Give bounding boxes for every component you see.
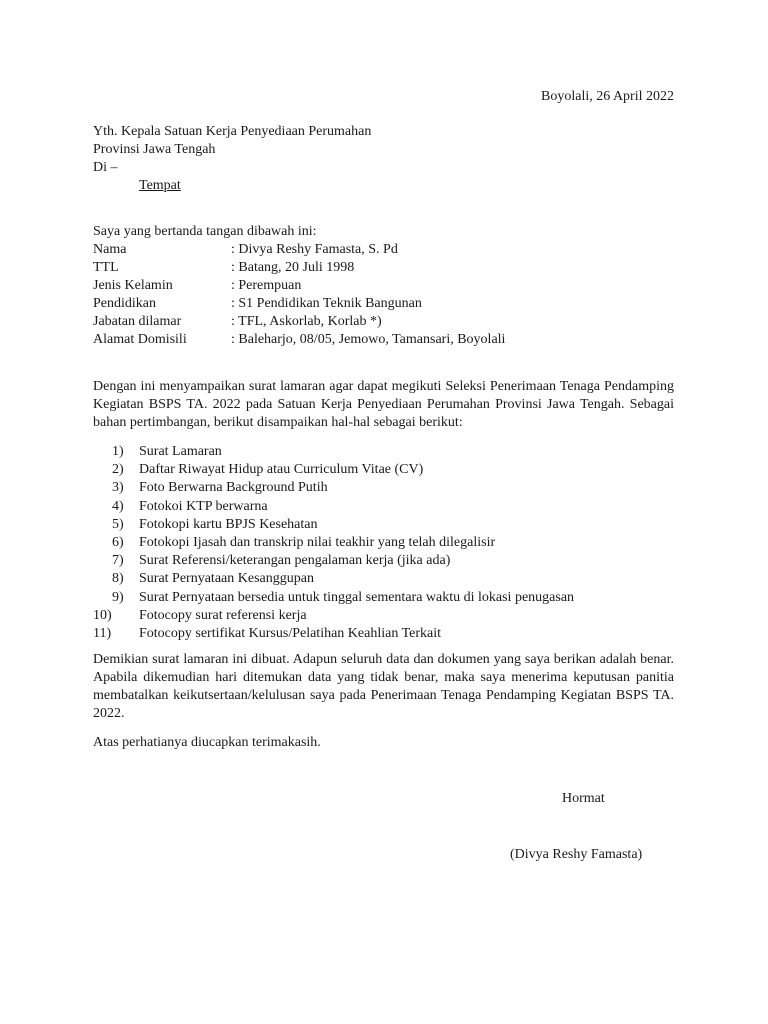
field-label: Jabatan dilamar <box>93 314 182 329</box>
list-text: Fotokopi kartu BPJS Kesehatan <box>139 516 318 532</box>
list-item <box>93 534 574 552</box>
list-item <box>93 589 574 607</box>
list-number: 2) <box>112 462 124 478</box>
place-date: Boyolali, 26 April 2022 <box>541 89 674 104</box>
list-text: Surat Pernyataan bersedia untuk tinggal sementara waktu di lokasi penugasan <box>139 589 575 605</box>
intro-text: Saya yang bertanda tangan dibawah ini: <box>93 224 317 239</box>
field-value: : S1 Pendidikan Teknik Bangunan <box>231 296 422 311</box>
recipient-tempat: Tempat <box>139 178 181 193</box>
list-number: 3) <box>112 480 124 496</box>
recipient-line-2: Provinsi Jawa Tengah <box>93 142 216 157</box>
closing-text: Atas perhatianya diucapkan terimakasih. <box>93 735 321 750</box>
field-row-jenis-kelamin <box>93 277 505 295</box>
list-text: Fotocopy sertifikat Kursus/Pelatihan Keahlian Terkait <box>139 625 442 641</box>
list-number: 1) <box>112 444 124 459</box>
list-item <box>93 516 574 534</box>
list-text: Surat Pernyataan Kesanggupan <box>139 571 314 587</box>
list-text: Foto Berwarna Background Putih <box>139 480 328 496</box>
field-row-alamat <box>93 331 505 349</box>
field-value: : Baleharjo, 08/05, Jemowo, Tamansari, Boyolali <box>231 332 506 347</box>
paragraph-purpose: Dengan ini menyampaikan surat lamaran agar dapat megikuti Seleksi Penerimaan Tenaga Pendamping Kegiatan BSPS TA. 2022 pada Satuan Kerja Penyediaan Perumahan Provinsi Jawa Tengah. Sebagai bahan pertimbangan, berikut disampaikan hal-hal sebagai berikut: <box>93 379 674 430</box>
list-number: 5) <box>112 516 124 532</box>
list-text: Fotokoi KTP berwarna <box>139 498 268 514</box>
field-row-ttl <box>93 259 505 277</box>
field-row-pendidikan <box>93 295 505 313</box>
list-text: Daftar Riwayat Hidup atau Curriculum Vitae (CV) <box>139 462 424 478</box>
list-item <box>93 461 574 479</box>
field-row-nama <box>93 241 505 259</box>
field-value: : TFL, Askorlab, Korlab *) <box>231 314 382 329</box>
list-item <box>93 607 574 625</box>
list-item <box>93 498 574 516</box>
list-number: 6) <box>112 534 124 550</box>
field-label: Alamat Domisili <box>93 332 187 347</box>
recipient-line-3: Di – <box>93 160 118 175</box>
applicant-fields <box>93 241 505 349</box>
field-label: Jenis Kelamin <box>93 278 173 293</box>
field-value: : Divya Reshy Famasta, S. Pd <box>231 242 398 257</box>
recipient-block <box>93 123 371 195</box>
field-row-jabatan <box>93 313 505 331</box>
list-text: Surat Referensi/keterangan pengalaman kerja (jika ada) <box>139 553 451 569</box>
recipient-line-4 <box>93 177 371 195</box>
list-text: Fotocopy surat referensi kerja <box>139 607 307 623</box>
list-item <box>93 479 574 497</box>
list-item <box>93 552 574 570</box>
list-item <box>93 443 574 461</box>
paragraph-declaration: Demikian surat lamaran ini dibuat. Adapun seluruh data dan dokumen yang saya berikan adalah benar. Apabila dikemudian hari ditemukan data yang tidak benar, maka saya menerima keputusan panitia membatalkan keikutsertaan/kelulusan saya pada Penerimaan Tenaga Pendamping Kegiatan BSPS TA. 2022. <box>93 652 674 721</box>
signature-name: (Divya Reshy Famasta) <box>510 847 643 862</box>
letter-page <box>93 0 674 1024</box>
list-number: 9) <box>112 589 124 605</box>
field-label: Pendidikan <box>93 296 156 311</box>
list-number: 7) <box>112 553 124 569</box>
list-number: 4) <box>112 498 124 514</box>
field-value: : Batang, 20 Juli 1998 <box>231 260 355 275</box>
salutation: Hormat <box>562 791 605 806</box>
list-number: 11) <box>93 625 112 641</box>
list-text: Surat Lamaran <box>139 444 222 459</box>
field-label: TTL <box>93 260 119 275</box>
list-number: 10) <box>93 607 112 623</box>
list-item <box>93 570 574 588</box>
field-value: : Perempuan <box>231 278 302 293</box>
list-item <box>93 625 574 643</box>
field-label: Nama <box>93 242 127 257</box>
list-number: 8) <box>112 571 124 587</box>
attachment-list <box>93 443 574 643</box>
recipient-line-1: Yth. Kepala Satuan Kerja Penyediaan Perumahan <box>93 124 372 139</box>
list-text: Fotokopi Ijasah dan transkrip nilai teakhir yang telah dilegalisir <box>139 534 496 550</box>
